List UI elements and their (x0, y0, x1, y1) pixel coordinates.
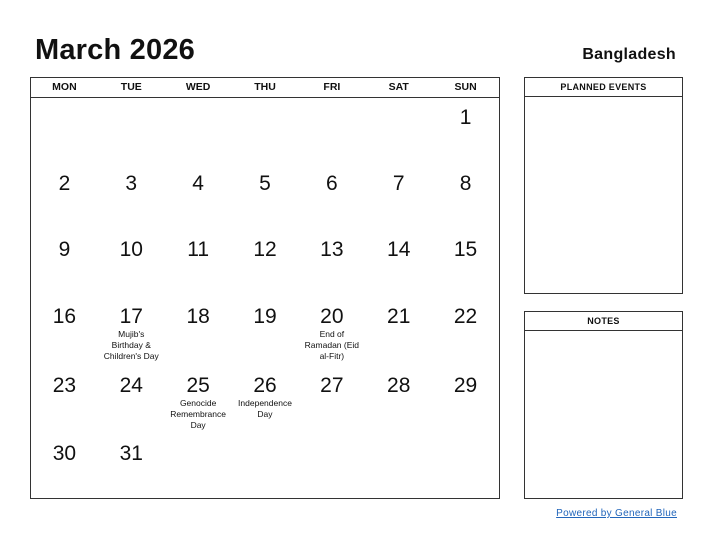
day-number: 8 (459, 172, 472, 195)
day-cell (365, 230, 432, 297)
holiday-label: End of Ramadan (Eid al-Fitr) (304, 329, 360, 361)
day-grid (31, 98, 499, 500)
notes-panel (524, 311, 683, 499)
day-number: 12 (253, 238, 277, 261)
day-cell (298, 297, 365, 366)
day-number: 18 (186, 305, 210, 328)
holiday-label: Independence Day (238, 398, 292, 419)
powered-by-link[interactable]: Powered by General Blue (556, 508, 677, 519)
weekday-header (31, 78, 499, 98)
day-cell (165, 366, 232, 434)
day-cell (432, 230, 499, 297)
day-cell (365, 164, 432, 230)
day-number: 19 (253, 305, 277, 328)
day-number: 13 (320, 238, 344, 261)
weekday-label: SUN (454, 81, 477, 93)
day-cell (165, 434, 232, 500)
day-cell (98, 98, 165, 164)
day-cell (232, 164, 299, 230)
day-number: 10 (119, 238, 143, 261)
day-cell (298, 230, 365, 297)
day-cell (98, 230, 165, 297)
day-cell (298, 164, 365, 230)
calendar-grid (30, 77, 500, 499)
day-number: 7 (392, 172, 405, 195)
country-label: Bangladesh (582, 46, 676, 63)
weekday-label: FRI (323, 81, 341, 93)
day-number: 22 (453, 305, 478, 328)
day-number: 11 (187, 238, 210, 261)
day-cell (298, 366, 365, 434)
day-number: 21 (387, 305, 411, 328)
day-cell (31, 297, 98, 366)
day-cell (232, 297, 299, 366)
planned-events-panel (524, 77, 683, 294)
day-cell (98, 164, 165, 230)
day-cell (31, 366, 98, 434)
day-cell (31, 230, 98, 297)
day-cell (298, 434, 365, 500)
day-number: 20 (320, 305, 344, 328)
day-cell (165, 164, 232, 230)
day-cell (165, 98, 232, 164)
day-cell (165, 230, 232, 297)
day-number: 24 (119, 374, 143, 397)
weekday-label: MON (52, 81, 77, 93)
weekday-label: TUE (120, 81, 142, 93)
weekday-label: THU (254, 81, 276, 93)
day-number: 9 (58, 238, 71, 261)
day-cell (232, 230, 299, 297)
day-number: 1 (459, 106, 472, 129)
day-number: 6 (326, 172, 338, 195)
day-cell (31, 164, 98, 230)
day-number: 16 (52, 305, 77, 328)
day-cell (98, 297, 165, 366)
day-cell (432, 366, 499, 434)
day-cell (232, 98, 299, 164)
day-cell (365, 98, 432, 164)
day-number: 27 (320, 374, 344, 397)
day-number: 17 (119, 305, 143, 328)
day-cell (365, 366, 432, 434)
day-number: 25 (186, 374, 210, 397)
day-number: 23 (52, 374, 77, 397)
day-number: 29 (453, 374, 478, 397)
day-cell (432, 297, 499, 366)
day-cell (165, 297, 232, 366)
day-number: 3 (125, 172, 138, 195)
holiday-label: Genocide Remembrance Day (170, 398, 226, 430)
day-cell (98, 366, 165, 434)
day-number: 30 (52, 442, 77, 465)
day-cell (432, 164, 499, 230)
day-cell (365, 297, 432, 366)
weekday-label: WED (185, 81, 211, 93)
day-number: 26 (253, 374, 277, 397)
day-number: 14 (387, 238, 411, 261)
page-title: March 2026 (35, 34, 195, 66)
day-cell (31, 98, 98, 164)
day-cell (232, 434, 299, 500)
day-cell (365, 434, 432, 500)
day-number: 5 (259, 172, 271, 195)
day-cell (432, 98, 499, 164)
day-cell (98, 434, 165, 500)
notes-heading: NOTES (525, 312, 682, 331)
planned-events-heading: PLANNED EVENTS (525, 78, 682, 97)
day-number: 2 (58, 172, 71, 195)
day-number: 31 (119, 442, 143, 465)
day-cell (31, 434, 98, 500)
day-number: 15 (453, 238, 478, 261)
day-number: 4 (192, 172, 204, 195)
day-cell (232, 366, 299, 434)
day-cell (298, 98, 365, 164)
weekday-label: SAT (388, 81, 409, 93)
day-number: 28 (387, 374, 411, 397)
day-cell (432, 434, 499, 500)
holiday-label: Mujib's Birthday & Children's Day (103, 329, 159, 361)
